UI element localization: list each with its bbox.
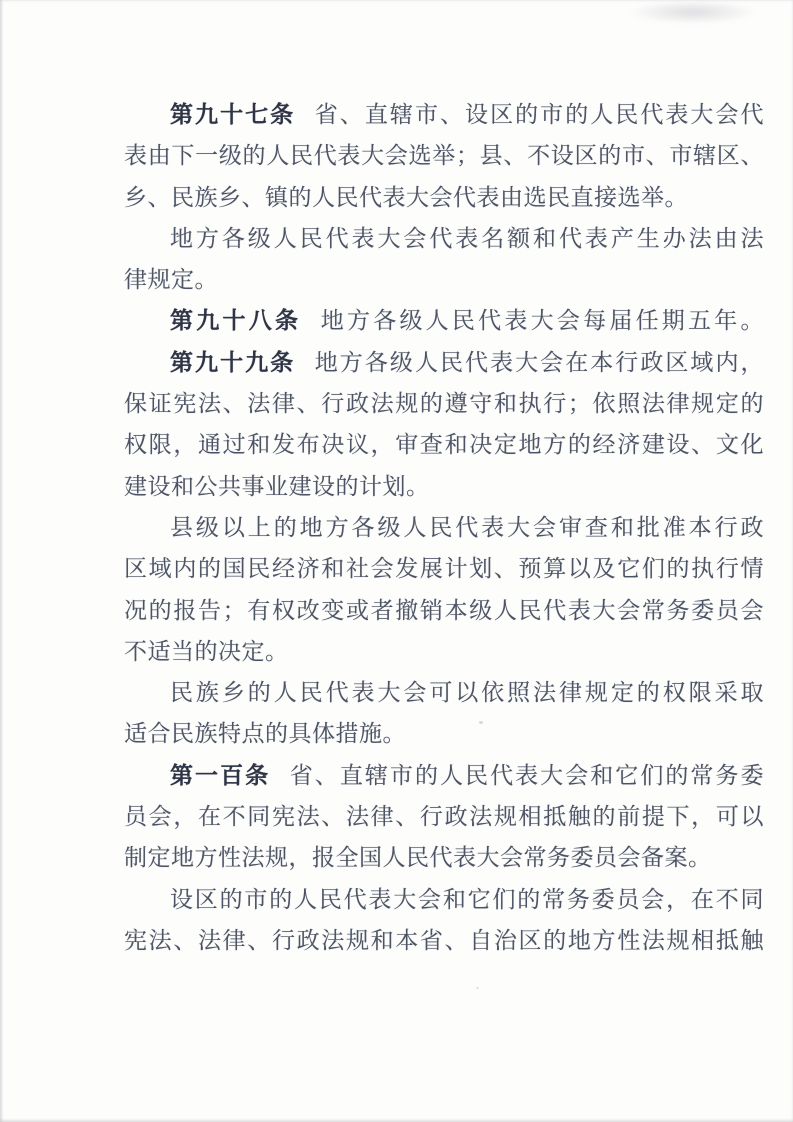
text-line [124, 837, 764, 878]
text-line [124, 424, 764, 465]
text-line [124, 218, 764, 259]
line-text: 乡、民族乡、镇的人民代表大会代表由选民直接选举。 [124, 184, 688, 210]
line-text: 况的报告；有权改变或者撤销本级人民代表大会常务委员会 [124, 597, 764, 623]
scan-speck [476, 987, 479, 989]
text-line [124, 507, 764, 548]
text-line [124, 713, 764, 754]
text-line [124, 383, 764, 424]
article-number: 第九十七条 [170, 102, 296, 127]
text-line [124, 631, 764, 672]
line-text: 设区的市的人民代表大会和它们的常务委员会，在不同 [170, 886, 764, 912]
text-line [124, 672, 764, 713]
line-text: 省、直辖市、设区的市的人民代表大会代 [314, 102, 765, 127]
article-number: 第九十九条 [170, 349, 296, 375]
scan-smudge [628, 0, 758, 24]
document-text [124, 94, 764, 961]
text-line [124, 590, 764, 631]
text-line [124, 177, 764, 218]
line-text: 保证宪法、法律、行政法规的遵守和执行；依照法律规定的 [124, 391, 764, 417]
article-number: 第一百条 [170, 762, 271, 788]
text-line [124, 879, 764, 920]
line-text: 表由下一级的人民代表大会选举；县、不设区的市、市辖区、 [124, 143, 764, 169]
text-line [124, 135, 764, 176]
line-text: 员会，在不同宪法、法律、行政法规相抵触的前提下，可以 [124, 804, 764, 830]
line-text: 制定地方性法规，报全国人民代表大会常务委员会备案。 [124, 845, 712, 871]
line-text: 县级以上的地方各级人民代表大会审查和批准本行政 [170, 514, 764, 540]
line-text: 律规定。 [124, 267, 218, 293]
line-text: 区域内的国民经济和社会发展计划、预算以及它们的执行情 [124, 556, 764, 582]
line-text: 地方各级人民代表大会在本行政区域内， [314, 349, 765, 375]
line-text: 权限，通过和发布决议，审查和决定地方的经济建设、文化 [124, 432, 764, 458]
text-line [124, 94, 764, 135]
line-text: 民族乡的人民代表大会可以依照法律规定的权限采取 [170, 680, 764, 706]
text-line [124, 755, 764, 796]
text-line [124, 796, 764, 837]
line-text: 不适当的决定。 [124, 638, 289, 664]
line-text: 宪法、法律、行政法规和本省、自治区的地方性法规相抵触 [124, 927, 764, 953]
line-text: 地方各级人民代表大会代表名额和代表产生办法由法 [170, 225, 764, 251]
text-line [124, 259, 764, 300]
text-line [124, 920, 764, 961]
line-text: 建设和公共事业建设的计划。 [124, 473, 430, 499]
text-line [124, 342, 764, 383]
line-text: 适合民族特点的具体措施。 [124, 721, 406, 747]
text-line [124, 548, 764, 589]
article-number: 第九十八条 [170, 308, 302, 334]
text-line [124, 466, 764, 507]
line-text: 省、直辖市的人民代表大会和它们的常务委 [289, 762, 765, 788]
line-text: 地方各级人民代表大会每届任期五年。 [320, 308, 765, 334]
text-line [124, 300, 764, 341]
